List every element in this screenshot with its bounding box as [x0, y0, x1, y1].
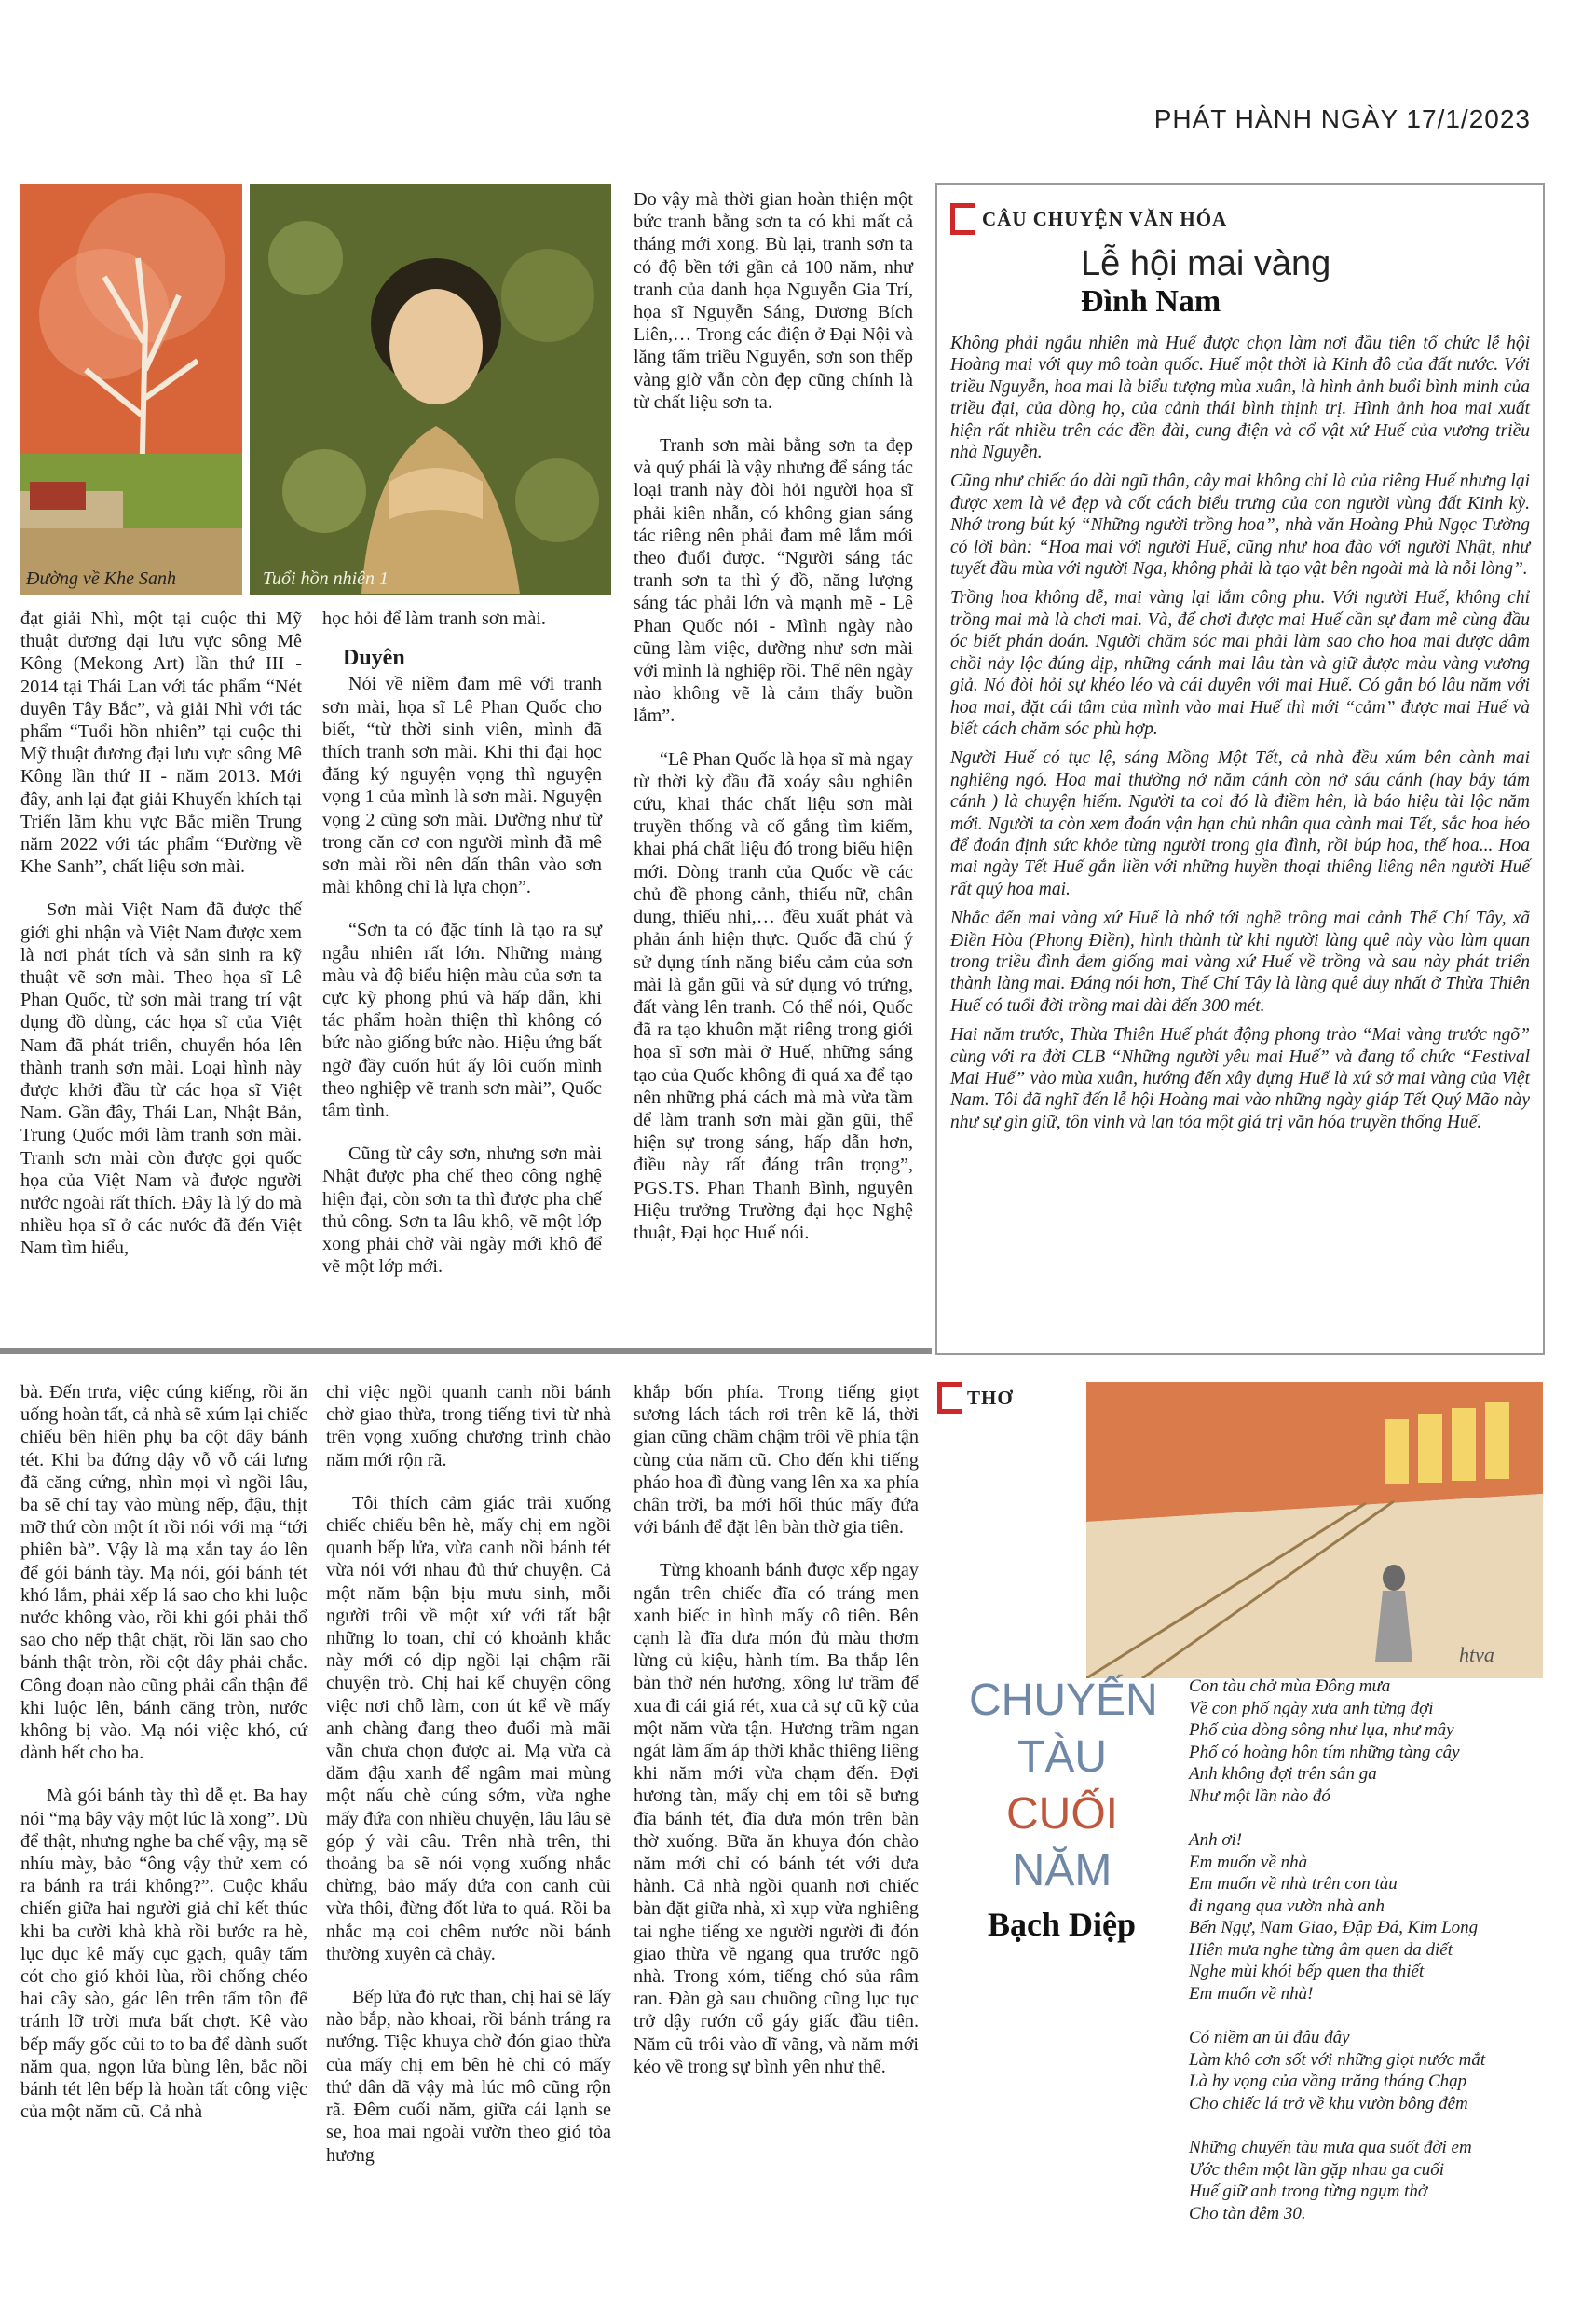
poem-stanza: [1189, 2137, 1552, 2224]
poem-illustration: [1086, 1382, 1543, 1678]
poem-stanza: [1189, 1676, 1552, 1807]
painting-khe-sanh: [20, 184, 242, 595]
paragraph: “Sơn ta có đặc tính là tạo ra sự ngẫu nhiên rất lớn. Những mảng màu và độ biểu hiện màu của sơn ta cực kỳ phong phú và hấp dẫn, khi tác phẩm hoàn thiện thì không có bức nào giống bức nào. Hiệu ứng bất ngờ đầy cuốn hút ấy lôi cuốn mình theo nghiệp vẽ tranh sơn mài”, Quốc tâm tình.: [322, 920, 602, 1122]
poem-title-line: CHUYẾN: [969, 1676, 1158, 1725]
caption-painting-1: Đường về Khe Sanh: [26, 568, 176, 589]
paragraph: Người Huế có tục lệ, sáng Mồng Một Tết, cả nhà đều xúm bên cành mai nghiêng ngó. Hoa mai thường nở năm cánh còn nở sáu cánh (hay bảy tám cánh ) là chuyện hiếm. Người ta coi đó là điềm hên, là báo hiệu tài lộc năm mới. Người ta còn xem đoán vận hạn chủ nhân qua cành mai Tết, sắc hoa héo để đoán định sức khỏe từng người trong gia đình, rồi búp hoa, thế hoa... Hoa mai ngày Tết Huế gắn liền với những huyền thoại thiêng liêng nên người Huế rất quý hoa mai.: [950, 748, 1530, 899]
poem-tag: THƠ: [967, 1386, 1014, 1409]
poem-line: Bến Ngự, Nam Giao, Đập Đá, Kim Long: [1189, 1918, 1479, 1937]
poem-line: Có niềm an ủi đâu đây: [1189, 2028, 1350, 2047]
paragraph: bà. Đến trưa, việc cúng kiếng, rồi ăn uống hoàn tất, cả nhà sẽ xúm lại chiếc chiếu bên hiên phụ ba cột dây bánh tét. Khi ba đứng dậy vỗ vỗ cái lưng đã căng cứng, nhìn mọi vì ngồi lâu, ba sẽ chỉ tay vào mùng nếp, đậu, thịt mỡ thứ còn một ít rồi nói với mạ “tới phiên bà”. Vậy là mạ xắn tay áo lên để gói bánh tày. Mạ nói, gói bánh tét khó lắm, phải xếp lá sao cho khi luộc nước không vào, rồi khi gói phải thổ sao cho nếp thật chặt, rồi lăn sao cho bánh thật tròn, rồi cột dây phải chắc. Công đoạn nào cũng phải cẩn thận để khi luộc lên, bánh căng tròn, nước không bị vào. Mạ nói việc khó, cứ dành hết cho ba.: [20, 1382, 307, 1764]
paragraph: Trồng hoa không dễ, mai vàng lại lắm công phu. Với người Huế, không chỉ trồng mai mà là chơi mai. Và, để chơi được mai Huế cần sự đam mê cùng đầu óc biết phán đoán. Người chăm sóc mai phải làm sao cho hoa mai được đâm chồi nảy lộc đúng dịp, những cánh mai lâu tàn và giữ được màu vàng vương giả. Nó đòi hỏi sự khéo léo và cái duyên với mai Huế. Có gắn bó lâu năm với hoa mai, đặt cái tâm của mình vào mai Huế thì mới “cảm” được mai Huế và biết cách chăm sóc phù hợp.: [950, 588, 1530, 739]
poem-title: [969, 1672, 1158, 1899]
girl-painting-image: [250, 184, 611, 595]
poem-line: Em muốn về nhà: [1189, 1852, 1308, 1872]
paragraph: Không phải ngẫu nhiên mà Huế được chọn làm nơi đầu tiên tổ chức lễ hội Hoàng mai với quy mô toàn quốc. Huế một thời là Kinh đô của đất nước. Với triều Nguyễn, hoa mai là biểu tượng mùa xuân, là hình ảnh buổi bình minh của triều đại, của dòng họ, của cảnh thái bình thịnh trị. Hình ảnh hoa mai xuất hiện rất nhiều trên các đền đài, cung điện và cổ vật xứ Huế của vương triều nhà Nguyễn.: [950, 334, 1530, 463]
paragraph: Tranh sơn mài bằng sơn ta đẹp và quý phái là vậy nhưng để sáng tác loại tranh này đòi hỏi người họa sĩ phải kiên nhẫn, có không gian sáng tác riêng nên phải đam mê lắm mới theo đuổi được. “Người sáng tác tranh sơn ta thì ý đồ, năng lượng sáng tác phải lớn và mạnh mẽ - Lê Phan Quốc nói - Mình ngày nào cũng làm việc, dường như sơn mài với mình là nghiệp rồi. Thế nên ngày nào không vẽ là cảm thấy buồn lắm”.: [634, 435, 913, 727]
issue-date: PHÁT HÀNH NGÀY 17/1/2023: [1153, 104, 1531, 133]
article1-col2: [322, 608, 602, 1298]
paragraph: “Lê Phan Quốc là họa sĩ mà ngay từ thời kỳ đầu đã xoáy sâu nghiên cứu, khai thác chất liệu sơn mài truyền thống và cố gắng tìm kiếm, khai phá chất liệu đó trong biểu hiện mới. Dòng tranh của Quốc về các chủ đề phong cảnh, thiếu nữ, chân dung, thiếu nhi,… đều xuất phát và phản ánh hiện thực. Quốc đã chú ý sử dụng tính năng biểu cảm của sơn mài là gắn gũi và sử dụng vỏ trứng, đất vàng lên tranh. Có thể nói, Quốc đã ra tạo khuôn mặt riêng trong giới họa sĩ sơn mài ở Huế, những sáng tạo của Quốc không đi quá xa để tạo nên những phá cách mà mà vừa tầm để làm tranh sơn mài gần gũi, thể hiện sự trong sáng, hấp dẫn hơn, điều này rất đáng trân trọng”, PGS.TS. Phan Thanh Bình, nguyên Hiệu trưởng Trường đại học Nghệ thuật, Đại học Huế nói.: [634, 748, 913, 1243]
section-tag-bracket-icon: [937, 1382, 962, 1414]
article1-col3: [634, 188, 913, 1265]
painting-tuoi-hon-nhien: [250, 184, 611, 595]
article2-col3: [634, 1381, 919, 2099]
poem-body: [1189, 1676, 1552, 2247]
poem-line: Con tàu chở mùa Đông mưa: [1189, 1676, 1391, 1696]
article-title: Lễ hội mai vàng: [1081, 244, 1331, 283]
poem-line: Như một lần nào đó: [1189, 1785, 1330, 1806]
poem-line: Anh không đợi trên sân ga: [1189, 1764, 1377, 1784]
poem-line: Anh ơi!: [1189, 1830, 1243, 1850]
poem-author: Bạch Diệp: [988, 1906, 1137, 1943]
article2-col1: [20, 1381, 307, 2144]
poem-line: Ước thêm một lần gặp nhau ga cuối: [1189, 2159, 1445, 2180]
article-body: [950, 333, 1530, 1133]
poem-line: Cho chiếc lá trở về khu vườn bông đêm: [1189, 2093, 1468, 2114]
poem-stanza: [1189, 1829, 1552, 2004]
illustration-signature: htva: [1459, 1643, 1494, 1666]
poem-line: Em muốn về nhà trên con tàu: [1189, 1874, 1398, 1894]
paragraph: đạt giải Nhì, một tại cuộc thi Mỹ thuật đương đại lưu vực sông Mê Kông (Mekong Art) lần thứ III - 2014 tại Thái Lan với tác phẩm “Nét duyên Tây Bắc”, và giải Nhì với tác phẩm “Tuổi hồn nhiên” tại cuộc thi Mỹ thuật đương đại lưu vực sông Mê Kông lần thứ II - năm 2013. Mới đây, anh lại đạt giải Khuyến khích tại Triển lãm khu vực Bắc miền Trung năm 2022 với tác phẩm “Đường về Khe Sanh”, chất liệu sơn mài.: [20, 609, 302, 878]
culture-story-box: [935, 183, 1545, 1355]
section-subhead: Duyên: [343, 646, 405, 671]
paragraph: Từng khoanh bánh được xếp ngay ngắn trên chiếc đĩa có tráng men xanh biếc in hình mấy cô tiên. Bên cạnh là đĩa dưa món đủ màu thơm lừng củ kiệu, hành tím. Ba thắp lên bàn thờ nén hương, xông lư trầm để xua đi cái giá rét, xua cả sự cũ kỹ của một năm vừa tận. Hương trầm ngan ngát làm ấm áp thời khắc thiêng liêng khi năm mới vừa chạm đến. Đợi hương tàn, mấy chị em tôi sẽ bưng đĩa bánh tét, đĩa dưa món trên bàn thờ xuống. Bữa ăn khuya đón chào năm mới chỉ có bánh tét với dưa hành. Cả nhà ngồi quanh nơi chiếc bàn đặt giữa nhà, xì xụp vừa nghiêng tai nghe tiếng xe người người đi đón giao thừa về ngang qua trước ngõ nhà. Trong xóm, tiếng chó sủa râm ran. Đàn gà sau chuồng cũng lục tục trở dậy rướn cổ gáy giấc đầu tiên. Năm cũ trôi vào dĩ vãng, và năm mới kéo về trong sự bình yên như thế.: [634, 1560, 919, 2077]
poem-line: Về con phố ngày xưa anh từng đợi: [1189, 1698, 1434, 1718]
poem-line: Là hy vọng của vầng trăng tháng Chạp: [1189, 2072, 1467, 2091]
poem-line: Em muốn về nhà!: [1189, 1983, 1314, 2004]
paragraph: chỉ việc ngồi quanh canh nồi bánh chờ giao thừa, trong tiếng tivi từ nhà trên vọng xuống chương trình chào năm mới rộn rã.: [326, 1382, 611, 1471]
paragraph: khắp bốn phía. Trong tiếng giọt sương lách tách rơi trên kẽ lá, thời gian cũng chầm chậm trôi về phía tận cùng của năm cũ. Cho đến khi tiếng pháo hoa đì đùng vang lên xa xa phía chân trời, ba mới hối thúc mấy đứa với bánh để đặt lên bàn thờ gia tiên.: [634, 1382, 919, 1539]
poem-line: Huế giữ anh trong từng ngụm thở: [1189, 2182, 1428, 2201]
poem-title-line: NĂM: [1012, 1846, 1112, 1895]
section-tag: CÂU CHUYỆN VĂN HÓA: [982, 207, 1228, 230]
paragraph: học hỏi để làm tranh sơn mài.: [322, 609, 546, 629]
poem-title-line: TÀU: [1017, 1732, 1107, 1782]
poem-stanza: [1189, 2027, 1552, 2114]
paragraph: Cũng từ cây sơn, nhưng sơn mài Nhật được pha chế theo công nghệ hiện đại, còn sơn ta thì được pha chế thủ công. Sơn ta lâu khô, vẽ một lớp xong phải chờ vài ngày mới khô để vẽ một lớp mới.: [322, 1143, 602, 1278]
poem-line: Những chuyến tàu mưa qua suốt đời em: [1189, 2138, 1472, 2157]
paragraph: Cũng như chiếc áo dài ngũ thân, cây mai không chỉ là của riêng Huế nhưng lại được xem là vẻ đẹp và cốt cách biểu trưng của con người vùng đất Kinh kỳ. Nhớ trong bút ký “Những người trồng hoa”, nhà văn Hoàng Phủ Ngọc Tường có lời bàn: “Hoa mai với người Huế, cũng như hoa đào với người Nhật, như tuyết đầu mùa với người Nga, không phải là tạo vật bên ngoài mà là nỗi lòng”.: [950, 472, 1530, 580]
section-tag-bracket-icon: [950, 203, 975, 235]
tree-painting-image: [20, 184, 242, 595]
poem-line: Phố có hoàng hôn tím những tàng cây: [1189, 1742, 1460, 1762]
section-divider: [0, 1348, 932, 1354]
poem-line: Làm khô cơn sốt với những giọt nước mắt: [1189, 2049, 1486, 2070]
train-station-illustration: [1086, 1382, 1543, 1678]
paragraph: Nói về niềm đam mê với tranh sơn mài, họa sĩ Lê Phan Quốc cho biết, “từ thời sinh viên, mình đã thích tranh sơn mài. Khi thi đại học đăng ký nguyện vọng thì nguyện vọng 1 của mình là sơn mài. Nguyện vọng 2 cũng sơn mài. Dường như từ trong căn cơ con người mình đã mê sơn mài rồi nên dấn thân vào sơn mài không chỉ là lựa chọn”.: [322, 674, 602, 898]
paragraph: Do vậy mà thời gian hoàn thiện một bức tranh bằng sơn ta có khi mất cả tháng mới xong. Bù lại, tranh sơn ta có độ bền tới gần cả 100 năm, như tranh của danh họa Nguyễn Gia Trí, họa sĩ Nguyễn Sáng, Dương Bích Liên,… Trong các điện ở Đại Nội và lăng tẩm triều Nguyễn, sơn son thếp vàng giờ vẫn còn đẹp cũng chính là từ chất liệu sơn ta.: [634, 189, 913, 413]
article1-col1: [20, 608, 302, 1280]
poem-line: Nghe mùi khói bếp quen tha thiết: [1189, 1962, 1425, 1981]
paragraph: Nhắc đến mai vàng xứ Huế là nhớ tới nghề trồng mai cảnh Thế Chí Tây, xã Điền Hòa (Phong Điền), hình thành từ khi người làng quê này vào làm quan trong triều đình đem giống mai vàng xứ Huế về trồng và sau này phát triển thành làng mai. Đáng nói hơn, Thế Chí Tây là làng quê duy nhất ở Thừa Thiên Huế có tuổi đời trồng mai dài đến 300 mét.: [950, 909, 1530, 1016]
paragraph: Bếp lửa đỏ rực than, chị hai sẽ lấy nào bắp, nào khoai, rồi bánh tráng ra nướng. Tiệc khuya chờ đón giao thừa của mấy chị em bên hè chỉ có mấy thứ dân dã vậy mà lúc mô cũng rộn rã. Đêm cuối năm, giữa cái lạnh se se, hoa mai ngoài vườn theo gió tỏa hương: [326, 1987, 611, 2166]
poem-line: Cho tàn đêm 30.: [1189, 2203, 1306, 2223]
paragraph: Hai năm trước, Thừa Thiên Huế phát động phong trào “Mai vàng trước ngõ” cùng với ra đời CLB “Những người yêu mai Huế” và đang tổ chức “Festival Mai Huế” vào mùa xuân, hướng đến xây dựng Huế là xứ sở mai vàng của Việt Nam. Tôi đã nghĩ đến lễ hội Hoàng mai vào những ngày giáp Tết Quý Mão này như sự gìn giữ, tôn vinh và lan tỏa một giá trị văn hóa truyền thống Huế.: [950, 1025, 1530, 1132]
poem-line: Hiên mưa nghe từng âm quen da diết: [1189, 1939, 1453, 1960]
caption-painting-2: Tuổi hồn nhiên 1: [263, 568, 389, 589]
poem-line: đi ngang qua vườn nhà anh: [1189, 1895, 1385, 1916]
paragraph: Mà gói bánh tày thì dễ ẹt. Ba hay nói “mạ bây vậy một lúc là xong”. Dù để thật, nhưng nghe ba chế vậy, mạ sẽ nhíu mày, bảo “ông vậy thử xem có ra bánh ra trái không?”. Cuộc khẩu chiến giữa hai người giả chỉ kết thúc khi ba cười khà khà rồi bước ra hè, lục đục kê mấy cục gạch, quây tấm cót cho gió khỏi lùa, rồi chống chéo hai cây sào, gác lên trên tấm tôn để tránh lỡ trời mưa bất chợt. Kê vào bếp mấy gốc củi to to ba để dành suốt năm qua, ngọn lửa bùng lên, bắc nồi bánh tét lên bếp là hoàn tất công việc của một năm cũ. Cả nhà: [20, 1785, 307, 2123]
paragraph: Sơn mài Việt Nam đã được thế giới ghi nhận và Việt Nam được xem là nơi phát tích và sản sinh ra kỹ thuật vẽ sơn mài. Theo họa sĩ Lê Phan Quốc, từ sơn mài trang trí vật dụng đồ dùng, các họa sĩ của Việt Nam đã phát triển, chuyển hóa lên thành tranh sơn mài. Loại hình này được khởi đầu từ các họa sĩ Việt Nam. Gần đây, Thái Lan, Nhật Bản, Trung Quốc mới làm tranh sơn mài. Tranh sơn mài còn được gọi quốc họa của Việt Nam và được người nước ngoài rất thích. Đây là lý do mà nhiều họa sĩ ở các nước đã đến Việt Nam tìm hiểu,: [20, 899, 302, 1259]
poem-tag-row: [937, 1382, 1014, 1414]
poem-line: Phố của dòng sông như lụa, như mây: [1189, 1720, 1454, 1740]
poem-title-line: CUỐI: [1006, 1789, 1118, 1839]
article-author: Đình Nam: [1081, 284, 1221, 319]
article2-col2: [326, 1381, 611, 2187]
paragraph: Tôi thích cảm giác trải xuống chiếc chiếu bên hè, mấy chị em ngồi quanh bếp lửa, vừa canh nồi bánh tét vừa nói với nhau đủ thứ chuyện. Cả một năm bận bịu mưu sinh, mỗi người trôi về một xứ với tất bật những lo toan, chỉ có khoảnh khắc này mới có dịp ngồi lại chậm rãi chuyện trò. Chị hai kể chuyện công việc nơi chỗ làm, con út kể về mấy anh chàng đang theo đuổi mà mãi vẫn chưa chọn được ai. Mạ vừa cà dăm đậu xanh để ngâm mai mùng một nấu chè cúng sớm, vừa nghe mấy đứa con nhiều chuyện, lâu lâu sẽ góp ý vài câu. Trên nhà trên, thi thoảng ba sẽ nói vọng xuống nhắc chừng, bảo mấy đứa con canh củi vừa thôi, đừng đốt lửa to quá. Rồi ba nhắc mạ coi chêm nước nồi bánh thường xuyên cả chảy.: [326, 1492, 611, 1964]
